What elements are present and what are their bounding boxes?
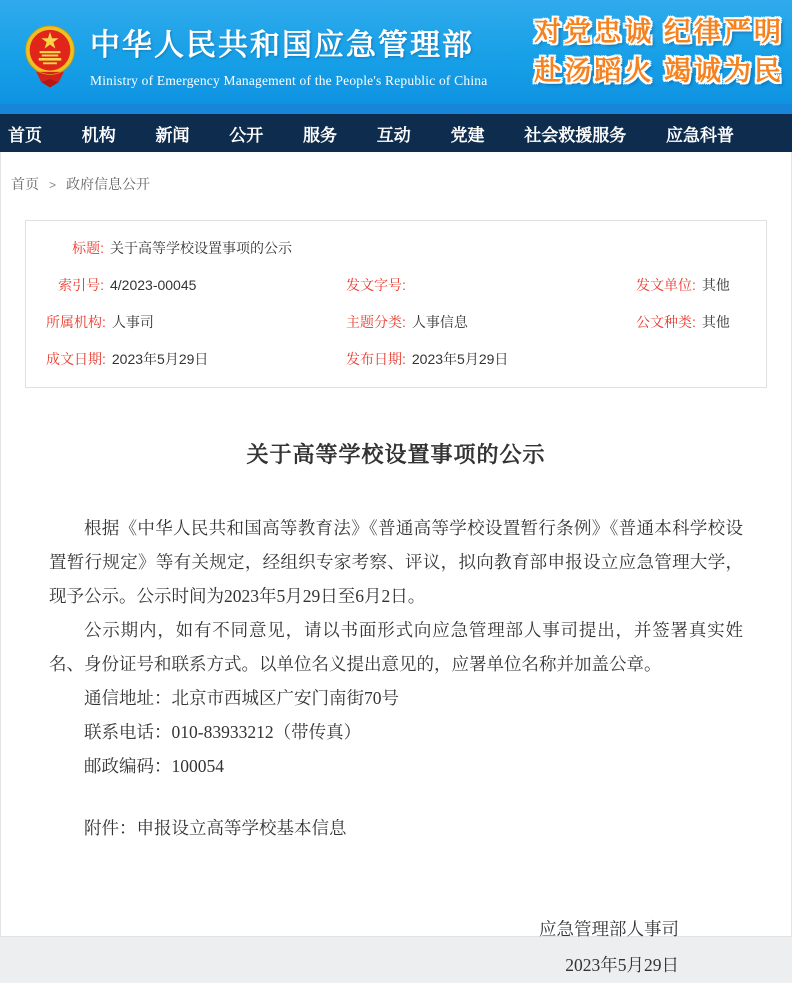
meta-row-3 [46,349,746,369]
article-paragraph-1: 根据《中华人民共和国高等教育法》《普通高等学校设置暂行条例》《普通本科学校设置暂行规定》等有关规定，经组织专家考察、评议，拟向教育部申报设立应急管理大学，现予公示。公示时间为2023年5月29日至6月2日。 [49,518,743,606]
breadcrumb-current-link[interactable]: 政府信息公开 [66,176,151,192]
meta-title-label: 标题: [72,240,104,256]
site-title: 中华人民共和国应急管理部 [90,28,474,62]
contact-address-line: 通信地址：北京市西城区广安门南街70号 [84,688,399,708]
logo-home-link[interactable] [0,6,487,98]
article-paragraph-2: 公示期内，如有不同意见，请以书面形式向应急管理部人事司提出，并签署真实姓名、身份证号和联系方式。以单位名义提出意见的，应署单位名称并加盖公章。 [49,620,743,674]
document-meta-box [25,220,767,388]
meta-cell-topic-category: 主题分类: 人事信息 [346,314,468,330]
slogan-line-1: 对党忠诚 纪律严明 [534,17,784,47]
meta-cell-empty [636,349,746,369]
article-title: 关于高等学校设置事项的公示 [246,442,546,467]
meta-title-row [46,238,746,258]
main-nav [0,114,792,152]
signature-block [49,911,743,983]
content-container [0,152,792,975]
meta-cell-department: 所属机构: 人事司 [46,314,154,330]
meta-cell-document-number: 发文字号: [346,277,406,293]
slogan-line-2: 赴汤蹈火 竭诚为民 [534,56,784,86]
breadcrumb [1,152,791,194]
nav-item-disclosure[interactable]: 公开 [229,125,264,145]
nav-item-news[interactable]: 新闻 [155,125,190,145]
article-body [1,438,791,983]
meta-cell-publish-date: 发布日期: 2023年5月29日 [346,351,509,367]
nav-item-interaction[interactable]: 互动 [376,125,411,145]
meta-row-2 [46,312,746,332]
site-header [0,0,792,104]
contact-postcode-line: 邮政编码：100054 [84,756,224,776]
meta-cell-written-date: 成文日期: 2023年5月29日 [46,351,209,367]
meta-cell-document-type: 公文种类: 其他 [636,314,730,330]
meta-cell-index-number: 索引号: 4/2023-00045 [58,277,197,293]
meta-title-value: 关于高等学校设置事项的公示 [110,240,292,256]
nav-item-party-building[interactable]: 党建 [450,125,485,145]
nav-item-organization[interactable]: 机构 [81,125,116,145]
meta-row-1 [46,275,746,295]
site-title-block [90,20,487,89]
attachment-link[interactable]: 附件：申报设立高等学校基本信息 [84,818,347,838]
site-subtitle: Ministry of Emergency Management of the People's Republic of China [90,72,488,88]
signature-department: 应急管理部人事司 [539,919,679,939]
nav-item-home[interactable]: 首页 [8,125,42,145]
nav-accent-strip [0,104,792,114]
nav-item-emergency-science[interactable]: 应急科普 [666,125,734,145]
national-emblem-icon [24,18,76,98]
header-slogan [534,13,784,91]
signature-date: 2023年5月29日 [565,955,679,975]
meta-cell-issuing-unit: 发文单位: 其他 [636,277,730,293]
nav-item-social-rescue[interactable]: 社会救援服务 [524,125,627,145]
nav-item-services[interactable]: 服务 [303,125,337,145]
contact-phone-line: 联系电话：010-83933212（带传真） [84,722,362,742]
breadcrumb-home-link[interactable]: 首页 [11,176,39,192]
breadcrumb-separator: > [49,178,57,192]
